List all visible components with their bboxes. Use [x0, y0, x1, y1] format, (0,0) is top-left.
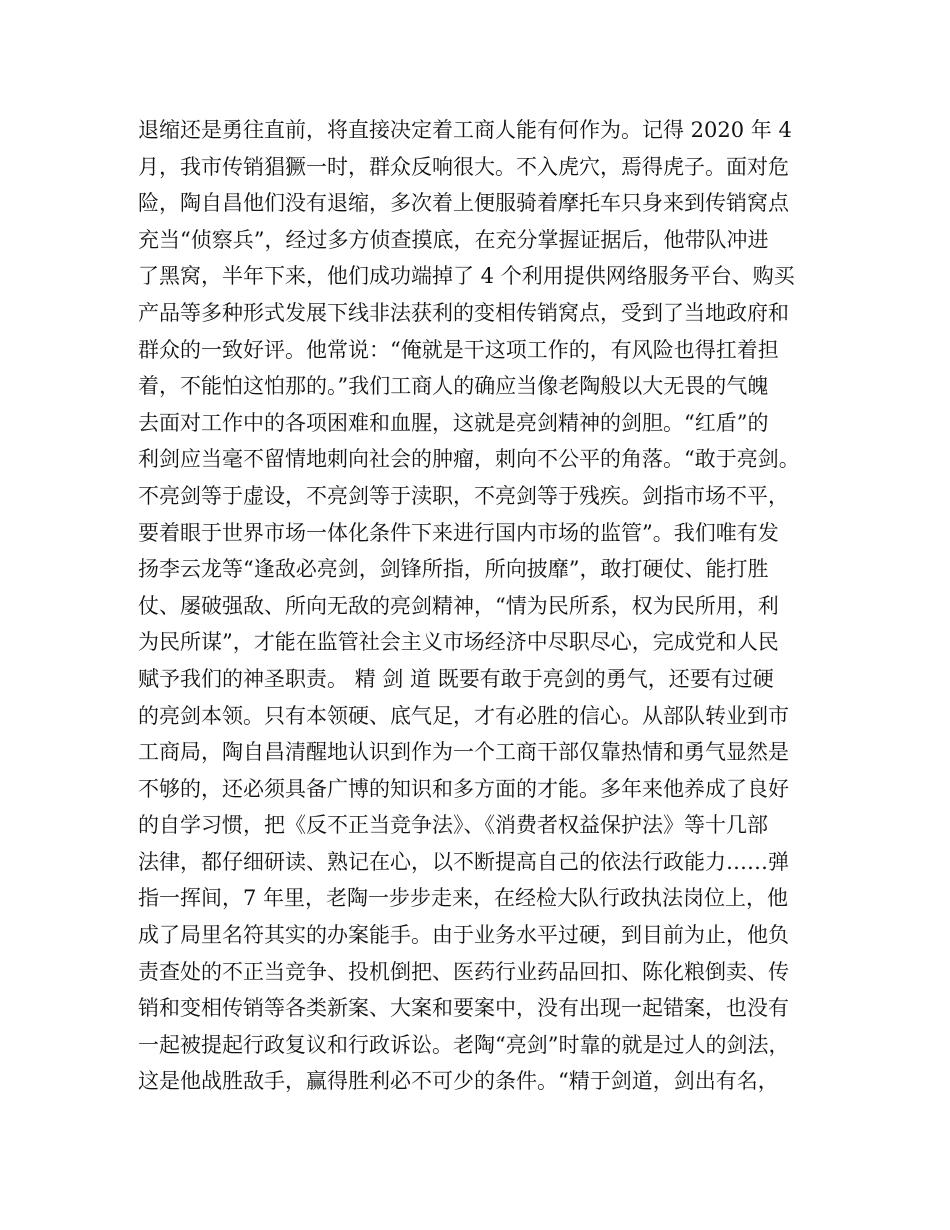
text-line: 的亮剑本领。只有本领硬、底气足，才有必胜的信心。从部队转业到市 — [138, 703, 789, 728]
text-line: 充当“侦察兵”，经过多方侦查摸底，在充分掌握证据后，他带队冲进 — [138, 227, 769, 252]
text-line: 法律，都仔细研读、熟记在心，以不断提高自己的依法行政能力……弹 — [138, 849, 789, 874]
text-line: 要着眼于世界市场一体化条件下来进行国内市场的监管”。我们唯有发 — [138, 520, 779, 545]
text-line: 群众的一致好评。他常说：“俺就是干这项工作的，有风险也得扛着担 — [138, 337, 779, 362]
text-line: 不够的，还必须具备广博的知识和多方面的才能。多年来他养成了良好 — [138, 776, 789, 801]
text-line: 这是他战胜敌手，赢得胜利必不可少的条件。“精于剑道，剑出有名， — [138, 1069, 779, 1094]
text-line: 为民所谋”，才能在监管社会主义市场经济中尽职尽心，完成党和人民 — [138, 630, 779, 655]
text-line: 指一挥间，7 年里，老陶一步步走来，在经检大队行政执法岗位上，他 — [138, 886, 789, 911]
text-line: 去面对工作中的各项困难和血腥，这就是亮剑精神的剑胆。“红盾”的 — [138, 410, 769, 435]
text-line: 仗、屡破强敌、所向无敌的亮剑精神，“情为民所系，权为民所用，利 — [138, 593, 779, 618]
text-line: 退缩还是勇往直前，将直接决定着工商人能有何作为。记得 2020 年 4 — [138, 118, 792, 142]
text-line: 不亮剑等于虚设，不亮剑等于渎职，不亮剑等于残疾。剑指市场不平， — [138, 483, 789, 508]
text-line: 成了局里名符其实的办案能手。由于业务水平过硬，到目前为止，他负 — [138, 923, 789, 948]
text-line: 利剑应当毫不留情地刺向社会的肿瘤，刺向不公平的角落。“敢于亮剑。 — [138, 447, 800, 472]
text-line: 一起被提起行政复议和行政诉讼。老陶“亮剑”时靠的就是过人的剑法， — [138, 1032, 790, 1057]
text-line: 赋予我们的神圣职责。 精 剑 道 既要有敢于亮剑的勇气，还要有过硬 — [138, 666, 774, 691]
text-line: 责查处的不正当竞争、投机倒把、医药行业药品回扣、陈化粮倒卖、传 — [138, 959, 789, 984]
text-line: 产品等多种形式发展下线非法获利的变相传销窝点，受到了当地政府和 — [138, 300, 789, 325]
text-line: 销和变相传销等各类新案、大案和要案中，没有出现一起错案，也没有 — [138, 996, 789, 1021]
text-line: 着，不能怕这怕那的。”我们工商人的确应当像老陶般以大无畏的气魄 — [138, 374, 769, 399]
text-line: 工商局，陶自昌清醒地认识到作为一个工商干部仅靠热情和勇气显然是 — [138, 740, 789, 765]
text-line: 了黑窝，半年下来，他们成功端掉了 4 个利用提供网络服务平台、购买 — [138, 264, 795, 289]
text-line: 扬李云龙等“逢敌必亮剑，剑锋所指，所向披靡”，敢打硬仗、能打胜 — [138, 557, 769, 582]
text-line: 月，我市传销猖獗一时，群众反响很大。不入虎穴，焉得虎子。面对危 — [138, 154, 789, 179]
body-text — [138, 112, 828, 1100]
text-line: 的自学习惯，把《反不正当竞争法》、《消费者权益保护法》等十几部 — [138, 813, 768, 838]
text-line: 险，陶自昌他们没有退缩，多次着上便服骑着摩托车只身来到传销窝点 — [138, 191, 789, 216]
